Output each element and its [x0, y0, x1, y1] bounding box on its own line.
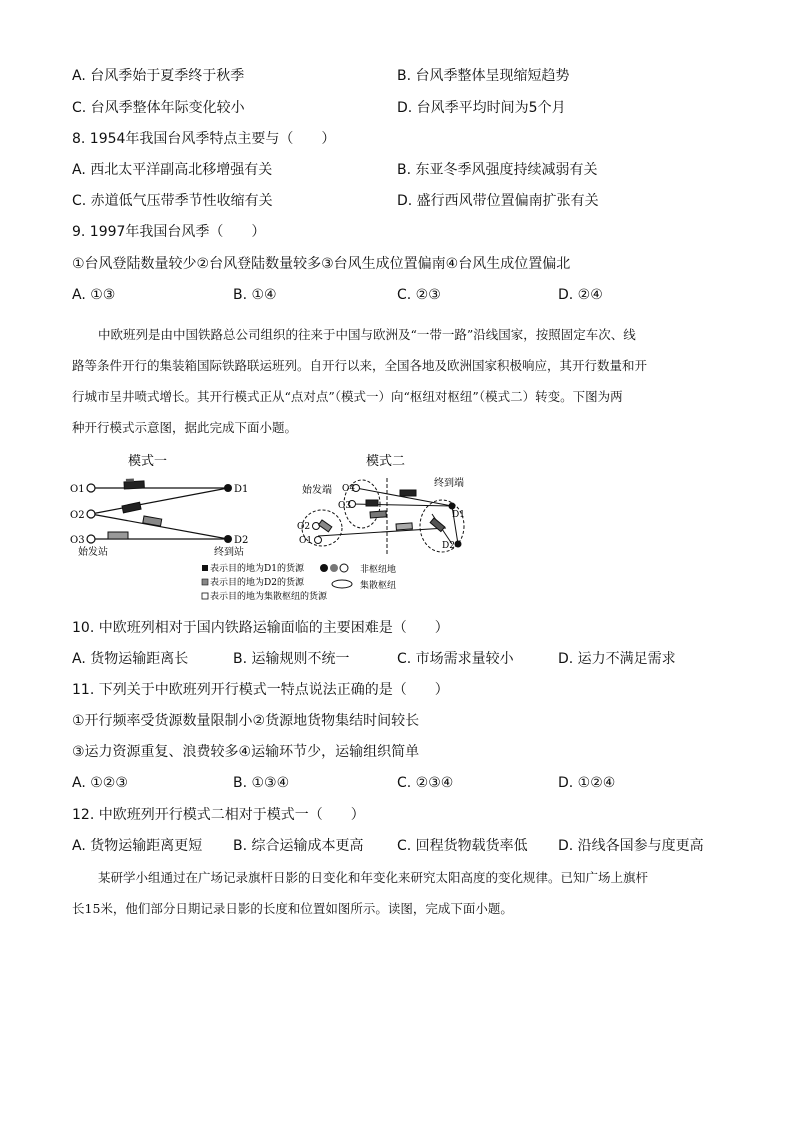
mode1-destination-d2 [224, 535, 232, 543]
q10-option-c: C. 市场需求量较小 [397, 651, 514, 667]
q12-option-c: C. 回程货物载货率低 [397, 838, 528, 854]
q11-statements-2: ③运力资源重复、浪费较多④运输环节少，运输组织简单 [72, 744, 420, 760]
mode2-train-1 [400, 490, 416, 496]
mode1-start-station: 始发站 [78, 547, 108, 558]
passage2-line-2: 长15米，他们部分日期记录日影的长度和位置如图所示。读图，完成下面小题。 [72, 901, 513, 916]
mode2-origin-o2 [313, 523, 320, 530]
mode2-train-2 [366, 500, 378, 506]
q9-option-d: D. ②④ [558, 287, 603, 303]
q11-option-d: D. ①②④ [558, 775, 616, 791]
mode2-label-o1: O1 [299, 536, 313, 546]
mode1-label-o1: O1 [70, 484, 85, 495]
mode2-label-d1: D1 [452, 510, 465, 520]
mode2-train-4 [396, 523, 412, 530]
q11-statements-1: ①开行频率受货源数量限制小②货源地货物集结时间较长 [72, 713, 420, 729]
q7-option-c: C. 台风季整体年际变化较小 [72, 100, 245, 116]
passage1-line-4: 种开行模式示意图，据此完成下面小题。 [72, 420, 298, 435]
q12-option-d: D. 沿线各国参与度更高 [558, 838, 704, 854]
legend-nonhub-dot-3 [340, 564, 348, 572]
mode2-train-6 [430, 518, 445, 532]
legend-swatch-d1 [202, 565, 208, 571]
mode1-origin-o1 [87, 484, 95, 492]
mode2-destination-d2 [455, 541, 462, 548]
q12-option-b: B. 综合运输成本更高 [233, 838, 364, 854]
mode1-title: 模式一 [128, 454, 168, 469]
legend-hub-ellipse [332, 580, 352, 588]
q8-option-a: A. 西北太平洋副高北移增强有关 [72, 162, 273, 178]
mode1-route-o2-d1 [91, 488, 228, 514]
q9-option-b: B. ①④ [233, 287, 277, 303]
q7-option-b: B. 台风季整体呈现缩短趋势 [397, 68, 570, 84]
mode2-origin-o1 [315, 537, 322, 544]
legend-swatch-d2 [202, 579, 208, 585]
legend-nonhub-dot-1 [320, 564, 328, 572]
legend-d2: 表示目的地为D2的货源 [210, 578, 304, 588]
mode1-train-1 [124, 478, 144, 489]
q11-stem: 11. 下列关于中欧班列开行模式一特点说法正确的是（ ） [72, 682, 449, 698]
q10-option-d: D. 运力不满足需求 [558, 651, 676, 667]
mode2-train-3 [370, 511, 386, 518]
q11-option-b: B. ①③④ [233, 775, 290, 791]
q12-option-a: A. 货物运输距离更短 [72, 838, 203, 854]
q12-stem: 12. 中欧班列开行模式二相对于模式一（ ） [72, 807, 365, 823]
mode2-destination-d1 [449, 503, 456, 510]
legend-hub-area: 集散枢纽 [360, 581, 397, 591]
mode1-label-d1: D1 [234, 484, 249, 495]
mode2-route-3 [318, 528, 446, 536]
mode1-label-d2: D2 [234, 535, 249, 546]
passage1-line-3: 行城市呈井喷式增长。其开行模式正从“点对点”（模式一）向“枢纽对枢纽”（模式二）转变。下图为两 [72, 389, 623, 404]
mode2-label-o4: O4 [342, 484, 356, 494]
q10-stem: 10. 中欧班列相对于国内铁路运输面临的主要困难是（ ） [72, 620, 449, 636]
legend-d1: 表示目的地为D1的货源 [210, 564, 304, 574]
passage2-line-1: 某研学小组通过在广场记录旗杆日影的日变化和年变化来研究太阳高度的变化规律。已知广场上旗杆 [98, 870, 649, 885]
operation-mode-diagram [66, 448, 496, 610]
q8-stem: 8. 1954年我国台风季特点主要与（ ） [72, 131, 336, 147]
legend-nonhub-dot-2 [330, 564, 338, 572]
q7-option-a: A. 台风季始于夏季终于秋季 [72, 68, 245, 84]
q10-option-b: B. 运输规则不统一 [233, 651, 350, 667]
passage1-line-2: 路等条件开行的集装箱国际铁路联运班列。自开行以来，全国各地及欧洲国家积极响应，其开行数量和开 [72, 358, 648, 373]
legend-hub: 表示目的地为集散枢纽的货源 [210, 592, 328, 602]
mode2-label-o3: O3 [338, 501, 352, 511]
q9-option-c: C. ②③ [397, 287, 441, 303]
q8-option-b: B. 东亚冬季风强度持续减弱有关 [397, 162, 598, 178]
mode1-train-4 [108, 532, 128, 539]
legend-swatch-hub [202, 593, 208, 599]
q7-option-d: D. 台风季平均时间为5个月 [397, 100, 566, 116]
q8-option-c: C. 赤道低气压带季节性收缩有关 [72, 193, 273, 209]
passage-china-europe-railway [72, 319, 722, 443]
q11-option-a: A. ①②③ [72, 775, 128, 791]
mode2-start-end: 始发端 [302, 485, 332, 496]
passage-flagpole-shadow [72, 862, 722, 924]
mode1-train-2 [122, 502, 141, 513]
q11-option-c: C. ②③④ [397, 775, 454, 791]
q9-statements: ①台风登陆数量较少②台风登陆数量较多③台风生成位置偏南④台风生成位置偏北 [72, 256, 571, 272]
mode2-label-d2: D2 [442, 541, 455, 551]
mode1-end-station: 终到站 [214, 547, 244, 558]
mode2-title: 模式二 [366, 454, 406, 469]
mode2-train-5 [319, 520, 332, 532]
passage1-line-1: 中欧班列是由中国铁路总公司组织的往来于中国与欧洲及“一带一路”沿线国家，按照固定车次、线 [98, 327, 636, 342]
q8-option-d: D. 盛行西风带位置偏南扩张有关 [397, 193, 599, 209]
legend-nonhub: 非枢纽地 [360, 565, 397, 575]
q10-option-a: A. 货物运输距离长 [72, 651, 189, 667]
q9-stem: 9. 1997年我国台风季（ ） [72, 224, 266, 240]
mode2-end-end: 终到端 [434, 478, 464, 489]
mode1-label-o2: O2 [70, 510, 85, 521]
mode2-label-o2: O2 [297, 522, 311, 532]
mode1-label-o3: O3 [70, 535, 85, 546]
mode1-destination-d1 [224, 484, 232, 492]
mode1-origin-o2 [87, 510, 95, 518]
q9-option-a: A. ①③ [72, 287, 116, 303]
mode1-origin-o3 [87, 535, 95, 543]
